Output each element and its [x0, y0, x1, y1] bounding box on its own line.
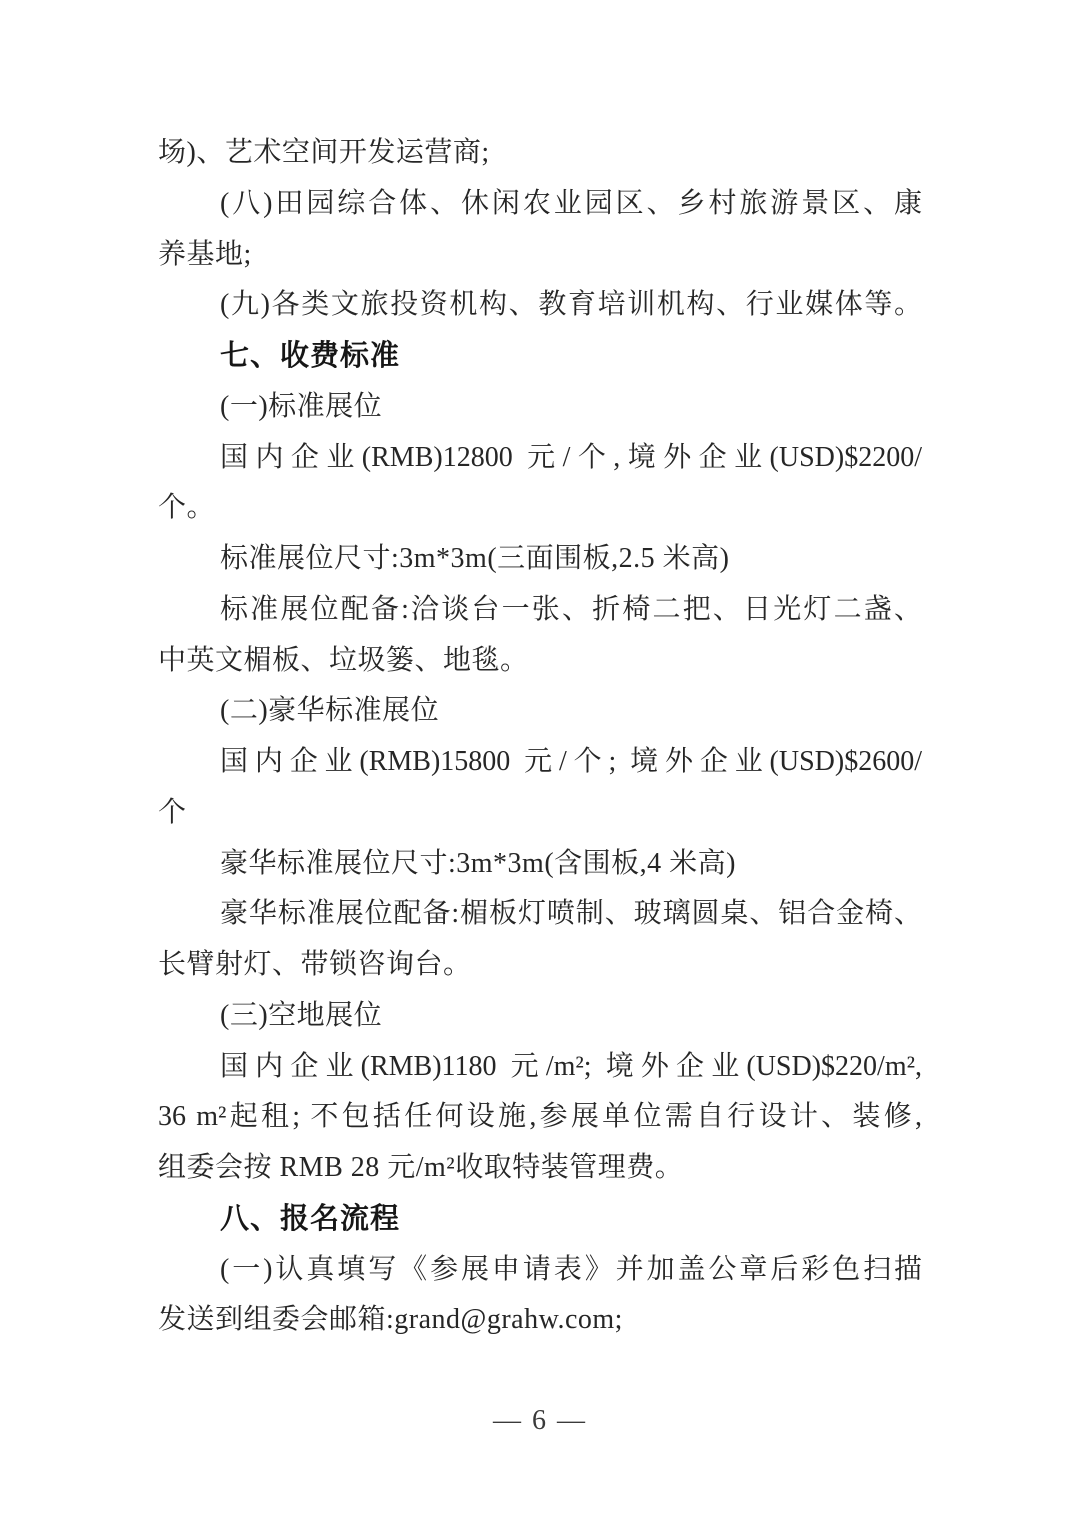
- subheading-standard-booth: (一)标准展位: [220, 390, 383, 422]
- text-line: 组委会按 RMB 28 元/m²收取特装管理费。: [158, 1152, 684, 1183]
- text-line: 养基地;: [158, 238, 252, 270]
- heading-fee-standards: 七、收费标准: [220, 340, 401, 372]
- text-line: (八)田园综合体、休闲农业园区、乡村旅游景区、康: [220, 187, 922, 219]
- text-line: 国内企业(RMB)15800 元/个; 境外企业(USD)$2600/: [220, 746, 922, 777]
- text-line: 场)、艺术空间开发运营商;: [158, 137, 490, 168]
- heading-registration-process: 八、报名流程: [220, 1202, 401, 1235]
- text-line: 中英文楣板、垃圾篓、地毯。: [158, 644, 529, 676]
- page-number: — 6 —: [493, 1405, 587, 1436]
- text-line-email: 发送到组委会邮箱:grand@grahw.com;: [158, 1304, 623, 1336]
- text-line: 个: [158, 796, 187, 828]
- text-line: 长臂射灯、带锁咨询台。: [158, 949, 472, 980]
- text-line: 个。: [158, 492, 216, 524]
- subheading-deluxe-booth: (二)豪华标准展位: [220, 695, 440, 727]
- text-line: 国内企业(RMB)12800 元/个,境外企业(USD)$2200/: [220, 441, 922, 473]
- text-line: 标准展位尺寸:3m*3m(三面围板,2.5 米高): [220, 543, 730, 574]
- text-line: (九)各类文旅投资机构、教育培训机构、行业媒体等。: [220, 289, 922, 321]
- text-line: 标准展位配备:洽谈台一张、折椅二把、日光灯二盏、: [220, 593, 922, 625]
- text-line: 36 m²起租; 不包括任何设施,参展单位需自行设计、装修,: [158, 1101, 922, 1133]
- document-body: [158, 128, 922, 1346]
- text-line: (一)认真填写《参展申请表》并加盖公章后彩色扫描: [220, 1253, 922, 1285]
- text-line: 豪华标准展位配备:楣板灯喷制、玻璃圆桌、铝合金椅、: [220, 898, 922, 930]
- text-line: 豪华标准展位尺寸:3m*3m(含围板,4 米高): [220, 847, 736, 879]
- text-line: 国内企业(RMB)1180 元/m²; 境外企业(USD)$220/m²,: [220, 1050, 922, 1082]
- page-footer: [0, 1396, 1080, 1446]
- subheading-raw-space-booth: (三)空地展位: [220, 999, 383, 1031]
